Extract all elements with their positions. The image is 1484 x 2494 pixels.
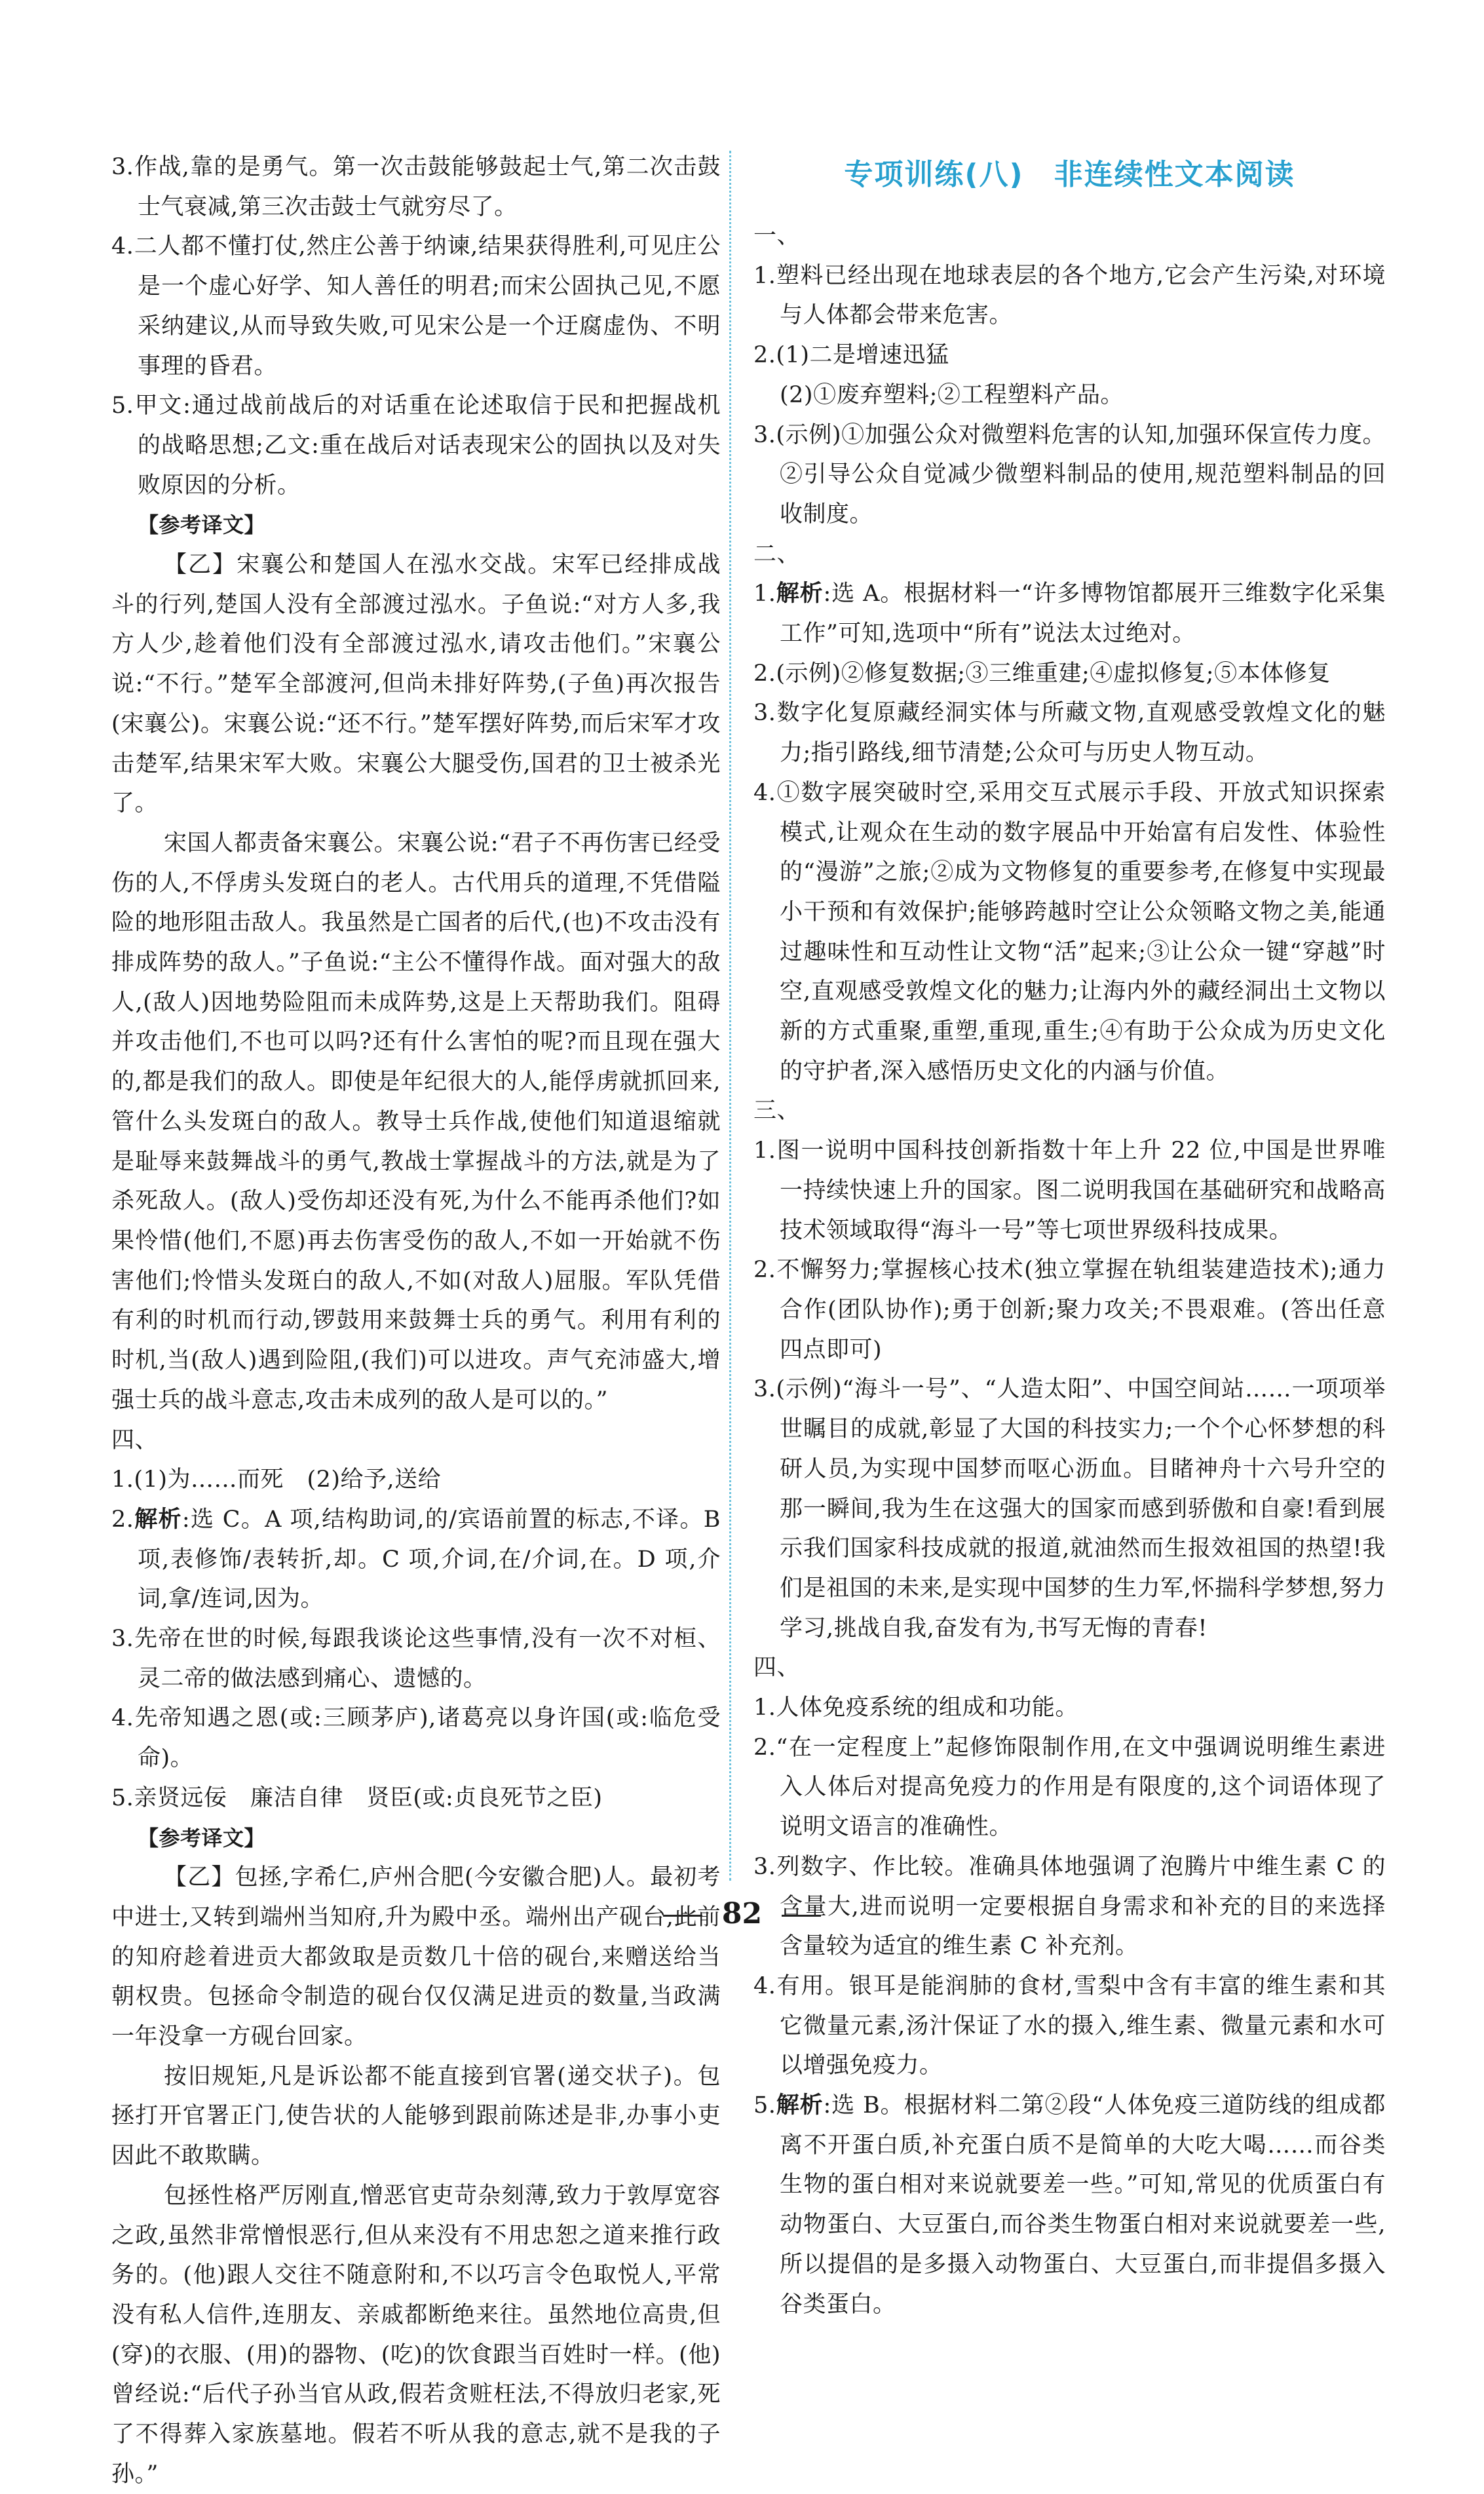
answer-number: 5. — [753, 2092, 776, 2119]
answer-item: 5.甲文:通过战前战后的对话重在论述取信于民和把握战机的战略思想;乙文:重在战后对话表现宋公的固执以及对失败原因的分析。 — [111, 393, 721, 499]
answer-item: 2.(1)二是增速迅猛 — [753, 342, 949, 369]
answer-item: 2.(示例)②修复数据;③三维重建;④虚拟修复;⑤本体修复 — [753, 660, 1331, 687]
translation-paragraph: 【乙】宋襄公和楚国人在泓水交战。宋军已经排成战斗的行列,楚国人没有全部渡过泓水。子鱼说:“对方人多,我方人少,趁着他们没有全部渡过泓水,请攻击他们。”宋襄公说:“不行。”楚军全部渡河,但尚未排好阵势,(子鱼)再次报告(宋襄公)。宋襄公说:“还不行。”楚军摆好阵势,而后宋军才攻击楚军,结果宋军大败。宋襄公大腿受伤,国君的卫士被杀光了。 — [111, 552, 721, 817]
section-number: 三、 — [753, 1098, 801, 1124]
right-column — [753, 216, 1386, 2324]
answer-item — [753, 574, 1386, 653]
answer-subitem: (2)①废弃塑料;②工程塑料产品。 — [780, 381, 1124, 408]
answer-item: 2.不懈努力;掌握核心技术(独立掌握在轨组装建造技术);通力合作(团队协作);勇于创新;聚力攻关;不畏艰难。(答出任意四点即可) — [753, 1257, 1386, 1363]
left-column — [111, 147, 721, 2494]
answer-item: 3.先帝在世的时候,每跟我谈论这些事情,没有一次不对桓、灵二帝的做法感到痛心、遗憾的。 — [111, 1626, 721, 1692]
answer-item: 1.人体免疫系统的组成和功能。 — [753, 1695, 1078, 1721]
section-number: 四、 — [111, 1427, 159, 1453]
answer-item: 2.“在一定程度上”起修饰限制作用,在文中强调说明维生素进入人体后对提高免疫力的作用是有限度的,这个词语体现了说明文语言的准确性。 — [753, 1734, 1386, 1841]
answer-text: :选 B。根据材料二第②段“人体免疫三道防线的组成都离不开蛋白质,补充蛋白质不是简单的大吃大喝……而谷类生物的蛋白相对来说就要差一些。”可知,常见的优质蛋白有动物蛋白、大豆蛋白,而谷类生物蛋白相对来说就要差一些,所以提倡的是多摄入动物蛋白、大豆蛋白,而非提倡多摄入谷类蛋白。 — [780, 2092, 1386, 2318]
translation-paragraph: 【乙】包拯,字希仁,庐州合肥(今安徽合肥)人。最初考中进士,又转到端州当知府,升为殿中丞。端州出产砚台,此前的知府趁着进贡大都敛取是贡数几十倍的砚台,来赠送给当朝权贵。包拯命令制造的砚台仅仅满足进贡的数量,当政满一年没拿一方砚台回家。 — [111, 1864, 721, 2050]
section-number: 二、 — [753, 541, 801, 567]
page-number-dash-left — [663, 1915, 702, 1917]
analysis-label: 解析 — [776, 2092, 824, 2119]
page-number — [0, 1897, 1484, 1930]
analysis-label: 解析 — [776, 581, 824, 607]
answer-text: :选 C。A 项,结构助词,的/宾语前置的标志,不译。B 项,表修饰/表转折,却。C 项,介词,在/介词,在。D 项,介词,拿/连词,因为。 — [138, 1506, 721, 1613]
answer-number: 1. — [753, 581, 776, 607]
answer-item: 4.先帝知遇之恩(或:三顾茅庐),诸葛亮以身许国(或:临危受命)。 — [111, 1705, 721, 1772]
section-number: 四、 — [753, 1655, 801, 1681]
section-number: 一、 — [753, 223, 801, 249]
answer-item: 5.亲贤远佞 廉洁自律 贤臣(或:贞良死节之臣) — [111, 1784, 603, 1811]
analysis-label: 解析 — [134, 1506, 182, 1533]
translation-heading — [111, 1818, 721, 1858]
translation-heading-text: 参考译文 — [159, 512, 244, 538]
answer-item: 4.①数字展突破时空,采用交互式展示手段、开放式知识探索模式,让观众在生动的数字展品中开始富有启发性、体验性的“漫游”之旅;②成为文物修复的重要参考,在修复中实现最小干预和有效保护;能够跨越时空让公众领略文物之美,能通过趣味性和互动性让文物“活”起来;③让公众一键“穿越”时空,直观感受敦煌文化的魅力;让海内外的藏经洞出土文物以新的方式重聚,重塑,重现,重生;④有助于公众成为历史文化的守护者,深入感悟历史文化的内涵与价值。 — [753, 779, 1386, 1084]
answer-item: 3.数字化复原藏经洞实体与所藏文物,直观感受敦煌文化的魅力;指引路线,细节清楚;公众可与历史人物互动。 — [753, 700, 1386, 767]
answer-item: 1.塑料已经出现在地球表层的各个地方,它会产生污染,对环境与人体都会带来危害。 — [753, 262, 1386, 329]
answer-item: 3.(示例)“海斗一号”、“人造太阳”、中国空间站……一项项举世瞩目的成就,彰显了大国的科技实力;一个个心怀梦想的科研人员,为实现中国梦而呕心沥血。目睹神舟十六号升空的那一瞬间,我为生在这强大的国家而感到骄傲和自豪!看到展示我们国家科技成就的报道,就油然而生报效祖国的热望!我们是祖国的未来,是实现中国梦的生力军,怀揣科学梦想,努力学习,挑战自我,奋发有为,书写无悔的青春! — [753, 1376, 1386, 1641]
page-number-dash-right — [782, 1915, 821, 1917]
section-title: 专项训练(八) 非连续性文本阅读 — [844, 158, 1295, 191]
answer-number: 2. — [111, 1506, 134, 1533]
answer-item — [111, 1500, 721, 1619]
answer-text: :选 A。根据材料一“许多博物馆都展开三维数字化采集工作”可知,选项中“所有”说法太过绝对。 — [780, 581, 1386, 647]
translation-heading — [111, 505, 721, 545]
answer-item: 1.图一说明中国科技创新指数十年上升 22 位,中国是世界唯一持续快速上升的国家。图二说明我国在基础研究和战略高技术领域取得“海斗一号”等七项世界级科技成果。 — [753, 1138, 1386, 1244]
answer-item: 4.有用。银耳是能润肺的食材,雪梨中含有丰富的维生素和其它微量元素,汤汁保证了水的摄入,维生素、微量元素和水可以增强免疫力。 — [753, 1972, 1386, 2079]
answer-item: 3.(示例)①加强公众对微塑料危害的认知,加强环保宣传力度。②引导公众自觉减少微塑料制品的使用,规范塑料制品的回收制度。 — [753, 421, 1386, 528]
answer-item: 4.二人都不懂打仗,然庄公善于纳谏,结果获得胜利,可见庄公是一个虚心好学、知人善任的明君;而宋公固执己见,不愿采纳建议,从而导致失败,可见宋公是一个迂腐虚伪、不明事理的昏君。 — [111, 233, 721, 379]
answer-item — [753, 2086, 1386, 2324]
answer-item: 3.作战,靠的是勇气。第一次击鼓能够鼓起士气,第二次击鼓士气衰减,第三次击鼓士气就穷尽了。 — [111, 154, 721, 220]
translation-paragraph: 包拯性格严厉刚直,憎恶官吏苛杂刻薄,致力于敦厚宽容之政,虽然非常憎恨恶行,但从来没有不用忠恕之道来推行政务的。(他)跟人交往不随意附和,不以巧言令色取悦人,平常没有私人信件,连朋友、亲戚都断绝来往。虽然地位高贵,但(穿)的衣服、(用)的器物、(吃)的饮食跟当百姓时一样。(他)曾经说:“后代子孙当官从政,假若贪赃枉法,不得放归老家,死了不得葬入家族墓地。假若不听从我的意志,就不是我的子孙。” — [111, 2182, 721, 2487]
answer-item: 1.(1)为……而死 (2)给予,送给 — [111, 1467, 442, 1493]
translation-paragraph: 按旧规矩,凡是诉讼都不能直接到官署(递交状子)。包拯打开官署正门,使告状的人能够到跟前陈述是非,办事小吏因此不敢欺瞒。 — [111, 2063, 721, 2170]
translation-paragraph: 宋国人都责备宋襄公。宋襄公说:“君子不再伤害已经受伤的人,不俘虏头发斑白的老人。古代用兵的道理,不凭借隘险的地形阻击敌人。我虽然是亡国者的后代,(也)不攻击没有排成阵势的敌人。”子鱼说:“主公不懂得作战。面对强大的敌人,(敌人)因地势险阻而未成阵势,这是上天帮助我们。阻碍并攻击他们,不也可以吗?还有什么害怕的呢?而且现在强大的,都是我们的敌人。即使是年纪很大的人,能俘虏就抓回来,管什么头发斑白的敌人。教导士兵作战,使他们知道退缩就是耻辱来鼓舞战斗的勇气,教战士掌握战斗的方法,就是为了杀死敌人。(敌人)受伤却还没有死,为什么不能再杀他们?如果怜惜(他们,不愿)再去伤害受伤的敌人,不如一开始就不伤害他们;怜惜头发斑白的敌人,不如(对敌人)屈服。军队凭借有利的时机而行动,锣鼓用来鼓舞士兵的勇气。利用有利的时机,当(敌人)遇到险阻,(我们)可以进攻。声气充沛盛大,增强士兵的战斗意志,攻击未成列的敌人是可以的。” — [111, 830, 721, 1413]
translation-heading-text: 参考译文 — [159, 1825, 244, 1851]
page-number-text: 82 — [721, 1897, 763, 1930]
column-divider — [729, 151, 731, 1881]
answer-item: 3.列数字、作比较。准确具体地强调了泡腾片中维生素 C 的含量大,进而说明一定要根据自身需求和补充的目的来选择含量较为适宜的维生素 C 补充剂。 — [753, 1853, 1386, 1960]
